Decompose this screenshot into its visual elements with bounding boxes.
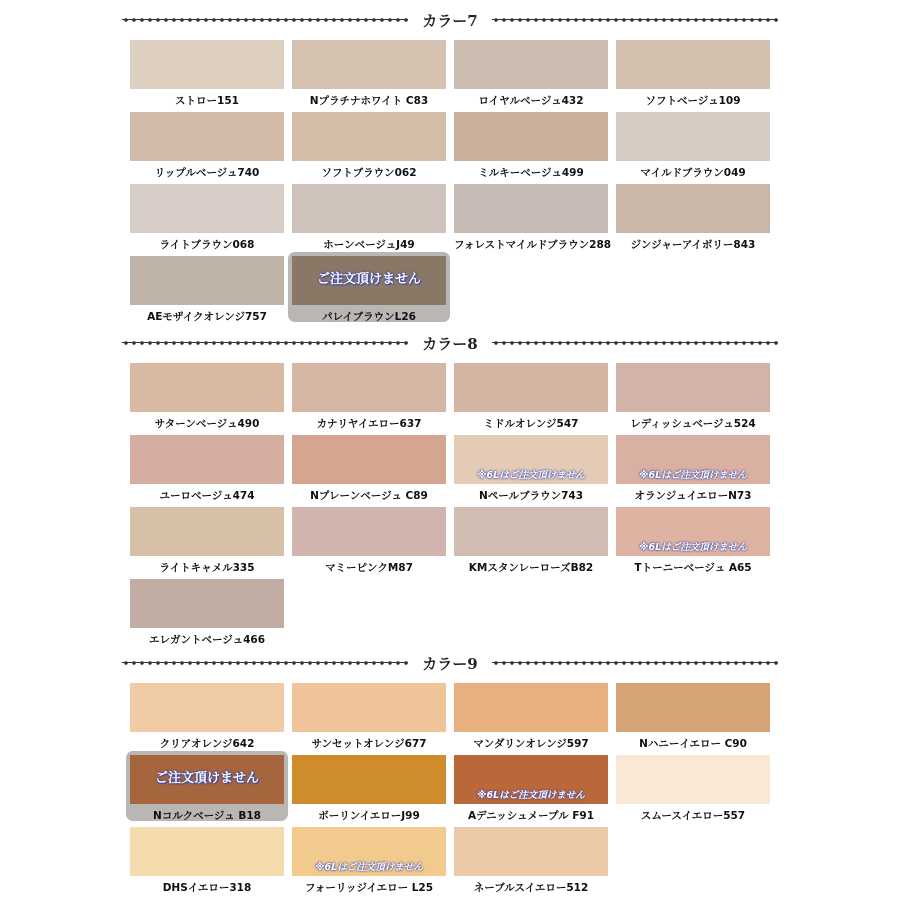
color-label: サターンベージュ490 <box>154 418 260 430</box>
color-swatch[interactable] <box>454 184 608 233</box>
color-swatch[interactable] <box>292 827 446 876</box>
color-label: ソフトブラウン062 <box>321 167 417 179</box>
color-label: マイルドブラウン049 <box>640 167 746 179</box>
size-6l-notice: ※6Lはご注文頂けません <box>315 862 423 873</box>
color-swatch[interactable] <box>454 112 608 161</box>
color-swatch[interactable] <box>454 435 608 484</box>
color-swatch[interactable] <box>616 363 770 412</box>
color-swatch[interactable] <box>454 683 608 732</box>
color-label: エレガントベージュ466 <box>149 634 265 646</box>
color-label: レディッシュベージュ524 <box>630 418 756 430</box>
color-label: パレイブラウンL26 <box>322 311 416 323</box>
color-label: リップルベージュ740 <box>154 167 260 179</box>
color-swatch[interactable] <box>616 755 770 804</box>
color-swatch[interactable] <box>292 184 446 233</box>
color-label: ミルキーベージュ499 <box>478 167 584 179</box>
color-label: Nプラチナホワイト C83 <box>309 95 429 107</box>
color-swatch[interactable] <box>454 755 608 804</box>
color-swatch[interactable] <box>292 363 446 412</box>
color-label: サンセットオレンジ677 <box>311 738 427 750</box>
color-label: ライトブラウン068 <box>159 239 255 251</box>
unavailable-notice: ご注文頂けません <box>316 272 421 287</box>
size-6l-notice: ※6Lはご注文頂けません <box>639 470 747 481</box>
color-swatch[interactable] <box>292 112 446 161</box>
color-swatch[interactable] <box>130 184 284 233</box>
ornament-right <box>492 658 778 668</box>
color-swatch[interactable] <box>130 435 284 484</box>
ornament-left <box>122 338 408 348</box>
color-label: Nプレーンベージュ C89 <box>310 490 428 502</box>
color-swatch[interactable] <box>616 112 770 161</box>
color-label: ミドルオレンジ547 <box>483 418 579 430</box>
color-label: ストロー151 <box>175 95 239 107</box>
color-label: Aデニッシュメープル F91 <box>467 810 595 822</box>
color-swatch[interactable] <box>454 827 608 876</box>
color-label: Nハニーイエロー C90 <box>639 738 747 750</box>
size-6l-notice: ※6Lはご注文頂けません <box>477 790 585 801</box>
color-swatch[interactable] <box>616 683 770 732</box>
color-label: ユーロベージュ474 <box>159 490 255 502</box>
color-label: DHSイエロー318 <box>162 882 252 894</box>
color-label: マミーピンクM87 <box>325 562 413 574</box>
color-label: ロイヤルベージュ432 <box>478 95 584 107</box>
ornament-left <box>122 15 408 25</box>
color-label: Tトーニーベージュ A65 <box>634 562 752 574</box>
color-label: ソフトベージュ109 <box>645 95 741 107</box>
size-6l-notice: ※6Lはご注文頂けません <box>477 470 585 481</box>
color-swatch[interactable] <box>130 363 284 412</box>
color-label: フォーリッジイエロー L25 <box>304 882 434 894</box>
color-swatch[interactable] <box>454 40 608 89</box>
color-label: Nペールブラウン743 <box>479 490 583 502</box>
section-header <box>122 651 778 675</box>
color-swatch[interactable] <box>616 507 770 556</box>
color-swatch[interactable] <box>130 827 284 876</box>
color-label: AEモザイクオレンジ757 <box>147 311 267 323</box>
color-swatch[interactable] <box>130 507 284 556</box>
color-swatch[interactable] <box>130 683 284 732</box>
color-label: クリアオレンジ642 <box>159 738 255 750</box>
size-6l-notice: ※6Lはご注文頂けません <box>639 542 747 553</box>
section-header <box>122 8 778 32</box>
unavailable-notice: ご注文頂けません <box>154 771 259 786</box>
color-swatch[interactable] <box>616 435 770 484</box>
color-label: カナリヤイエロー637 <box>316 418 422 430</box>
color-label: スムースイエロー557 <box>640 810 746 822</box>
color-swatch[interactable] <box>130 40 284 89</box>
section-title: カラー9 <box>422 654 478 673</box>
color-label: マンダリンオレンジ597 <box>473 738 589 750</box>
color-swatch[interactable] <box>292 755 446 804</box>
ornament-right <box>492 338 778 348</box>
color-label: ライトキャメル335 <box>159 562 255 574</box>
color-swatch[interactable] <box>616 184 770 233</box>
color-label: ボーリンイエローJ99 <box>318 810 420 822</box>
color-swatch[interactable] <box>130 755 284 804</box>
section-title: カラー7 <box>422 11 478 30</box>
color-swatch[interactable] <box>130 256 284 305</box>
color-swatch[interactable] <box>454 363 608 412</box>
color-swatch[interactable] <box>292 40 446 89</box>
color-label: ジンジャーアイボリー843 <box>630 239 756 251</box>
section-header <box>122 331 778 355</box>
color-swatch[interactable] <box>292 256 446 305</box>
color-swatch[interactable] <box>130 112 284 161</box>
color-swatch[interactable] <box>292 683 446 732</box>
color-label: Nコルクベージュ B18 <box>153 810 261 822</box>
section-title: カラー8 <box>422 334 478 353</box>
color-swatch[interactable] <box>292 435 446 484</box>
ornament-right <box>492 15 778 25</box>
ornament-left <box>122 658 408 668</box>
color-label: オランジュイエローN73 <box>634 490 752 502</box>
color-swatch[interactable] <box>130 579 284 628</box>
color-swatch[interactable] <box>454 507 608 556</box>
color-swatch[interactable] <box>292 507 446 556</box>
color-swatch[interactable] <box>616 40 770 89</box>
color-label: KMスタンレーローズB82 <box>468 562 594 574</box>
color-label: ホーンベージュJ49 <box>323 239 415 251</box>
color-label: フォレストマイルドブラウン288 <box>454 239 612 251</box>
color-label: ネーブルスイエロー512 <box>473 882 589 894</box>
